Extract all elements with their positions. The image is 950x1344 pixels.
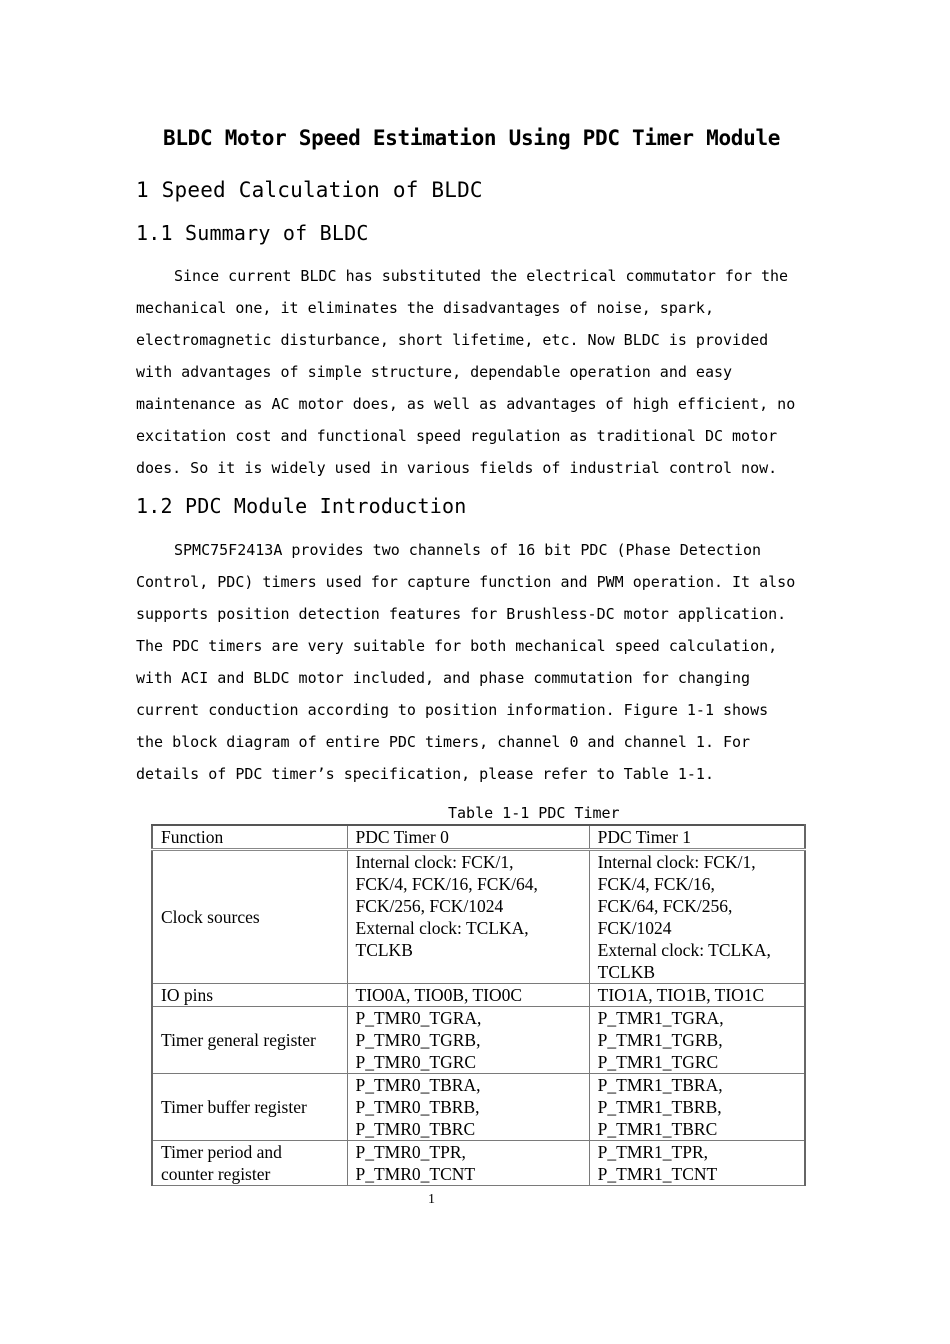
paragraph-line: SPMC75F2413A provides two channels of 16 bit PDC (Phase Detection — [174, 541, 761, 559]
cell-text: P_TMR1_TPR, — [597, 1142, 709, 1162]
section-1-2-heading: 1.2 PDC Module Introduction — [136, 494, 467, 518]
table-cell-timer0 — [347, 1007, 589, 1074]
paragraph-line: details of PDC timer’s specification, please refer to Table 1-1. — [136, 765, 714, 783]
paragraph-line: does. So it is widely used in various fields of industrial control now. — [136, 459, 778, 477]
document-title: BLDC Motor Speed Estimation Using PDC Timer Module — [163, 126, 781, 150]
cell-text: Clock sources — [161, 907, 260, 927]
paragraph-line: with ACI and BLDC motor included, and phase commutation for changing — [136, 669, 751, 687]
cell-text: counter register — [161, 1164, 271, 1184]
cell-text: P_TMR0_TGRB, — [355, 1030, 481, 1050]
cell-text: TIO1A, TIO1B, TIO1C — [597, 985, 765, 1005]
cell-text: FCK/1024 — [597, 918, 672, 938]
table-cell-timer0 — [347, 850, 589, 984]
cell-text: FCK/4, FCK/16, FCK/64, — [355, 874, 538, 894]
cell-text: P_TMR1_TGRC — [597, 1052, 719, 1072]
table-row — [152, 1141, 805, 1186]
table-row — [152, 984, 805, 1007]
table-header-cell: Function — [152, 825, 347, 850]
paragraph-line: Since current BLDC has substituted the electrical commutator for the — [174, 267, 789, 285]
cell-text: Internal clock: FCK/1, — [355, 852, 514, 872]
table-row — [152, 850, 805, 984]
section-1-1-heading: 1.1 Summary of BLDC — [136, 221, 369, 245]
cell-text: External clock: TCLKA, — [355, 918, 529, 938]
cell-text: P_TMR1_TBRB, — [597, 1097, 722, 1117]
paragraph-line: The PDC timers are very suitable for both mechanical speed calculation, — [136, 637, 778, 655]
cell-text: IO pins — [161, 985, 214, 1005]
table-header-cell: PDC Timer 1 — [589, 825, 805, 850]
paragraph-line: Control, PDC) timers used for capture function and PWM operation. It also — [136, 573, 796, 591]
table-cell-timer0 — [347, 1141, 589, 1186]
cell-text: P_TMR1_TGRB, — [597, 1030, 723, 1050]
table-cell-function — [152, 1074, 347, 1141]
table-cell-timer1 — [589, 1074, 805, 1141]
paragraph-line: mechanical one, it eliminates the disadvantages of noise, spark, — [136, 299, 714, 317]
table-header-cell: PDC Timer 0 — [347, 825, 589, 850]
cell-text: P_TMR0_TBRA, — [355, 1075, 481, 1095]
cell-text: FCK/4, FCK/16, — [597, 874, 715, 894]
cell-text: P_TMR1_TBRC — [597, 1119, 718, 1139]
table-cell-timer1 — [589, 1007, 805, 1074]
cell-text: P_TMR0_TPR, — [355, 1142, 466, 1162]
table-cell-function — [152, 984, 347, 1007]
table-row — [152, 1007, 805, 1074]
cell-text: P_TMR0_TBRC — [355, 1119, 476, 1139]
cell-text: P_TMR1_TBRA, — [597, 1075, 723, 1095]
page-number: 1 — [428, 1192, 435, 1207]
paragraph-line: current conduction according to position information. Figure 1-1 shows — [136, 701, 769, 719]
table-cell-timer0 — [347, 1074, 589, 1141]
cell-text: FCK/256, FCK/1024 — [355, 896, 504, 916]
cell-text: P_TMR0_TGRA, — [355, 1008, 482, 1028]
paragraph-line: with advantages of simple structure, dependable operation and easy — [136, 363, 733, 381]
table-header-row — [152, 825, 805, 850]
cell-text: Timer period and — [161, 1142, 282, 1162]
paragraph-line: supports position detection features for Brushless-DC motor application. — [136, 605, 787, 623]
table-cell-timer1 — [589, 1141, 805, 1186]
table-cell-timer1 — [589, 984, 805, 1007]
section-1-heading: 1 Speed Calculation of BLDC — [136, 178, 483, 202]
table-row — [152, 1074, 805, 1141]
section-1-1-paragraph — [136, 260, 856, 484]
cell-text: FCK/64, FCK/256, — [597, 896, 733, 916]
table-cell-timer0 — [347, 984, 589, 1007]
table-cell-function — [152, 1007, 347, 1074]
paragraph-line: the block diagram of entire PDC timers, channel 0 and channel 1. For — [136, 733, 751, 751]
cell-text: TCLKB — [355, 940, 413, 960]
cell-text: P_TMR0_TBRB, — [355, 1097, 480, 1117]
paragraph-line: excitation cost and functional speed regulation as traditional DC motor — [136, 427, 778, 445]
cell-text: P_TMR1_TCNT — [597, 1164, 718, 1184]
pdc-timer-table — [151, 824, 806, 1186]
table-cell-function — [152, 1141, 347, 1186]
cell-text: P_TMR1_TGRA, — [597, 1008, 724, 1028]
cell-text: P_TMR0_TGRC — [355, 1052, 477, 1072]
paragraph-line: electromagnetic disturbance, short lifetime, etc. Now BLDC is provided — [136, 331, 769, 349]
cell-text: TIO0A, TIO0B, TIO0C — [355, 985, 523, 1005]
cell-text: Timer buffer register — [161, 1097, 307, 1117]
cell-text: TCLKB — [597, 962, 656, 982]
cell-text: External clock: TCLKA, — [597, 940, 771, 960]
cell-text: Internal clock: FCK/1, — [597, 852, 756, 872]
table-cell-timer1 — [589, 850, 805, 984]
table-cell-function — [152, 850, 347, 984]
section-1-2-paragraph — [136, 534, 856, 790]
cell-text: P_TMR0_TCNT — [355, 1164, 476, 1184]
paragraph-line: maintenance as AC motor does, as well as advantages of high efficient, no — [136, 395, 796, 413]
cell-text: Timer general register — [161, 1030, 316, 1050]
table-caption: Table 1-1 PDC Timer — [448, 804, 620, 822]
